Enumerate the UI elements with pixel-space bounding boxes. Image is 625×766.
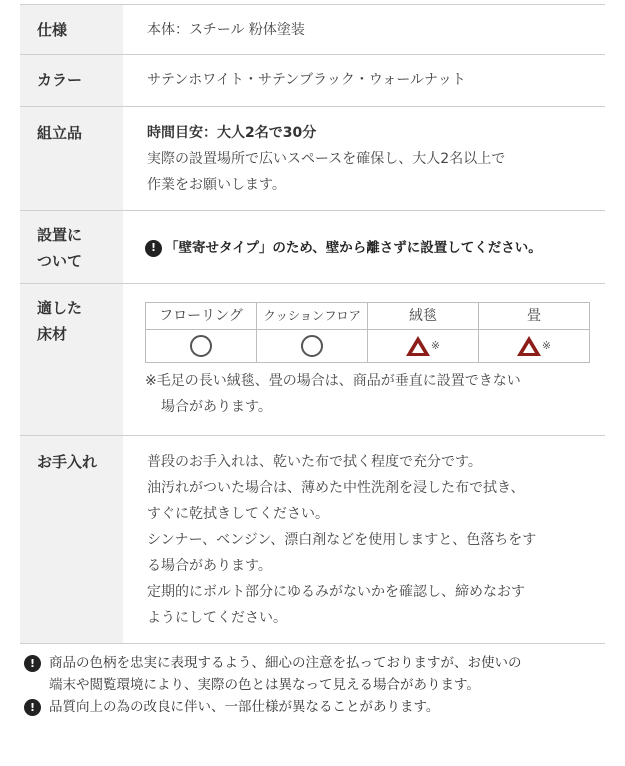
note-line: 品質向上の為の改良に伴い、一部仕様が異なることがあります。 bbox=[49, 699, 440, 715]
row-label-line: 床材 bbox=[37, 325, 68, 343]
note-line: 商品の色柄を忠実に表現するよう、細心の注意を払っておりますが、お使いの bbox=[49, 655, 522, 671]
row-value bbox=[123, 211, 605, 283]
row-label: 組立品 bbox=[20, 107, 123, 210]
row-value bbox=[123, 284, 605, 435]
bottom-notes bbox=[24, 652, 609, 718]
floor-mark-cell bbox=[368, 330, 479, 363]
spec-row-installation bbox=[20, 211, 605, 284]
floor-note bbox=[145, 368, 605, 420]
floor-mark-cell bbox=[146, 330, 257, 363]
row-label: お手入れ bbox=[20, 436, 123, 643]
spec-row-care bbox=[20, 436, 605, 644]
exclamation-icon: ! bbox=[24, 699, 41, 716]
floor-header-tatami: 畳 bbox=[479, 303, 590, 330]
spec-row-assembly bbox=[20, 107, 605, 211]
care-line: ようにしてください。 bbox=[147, 610, 287, 626]
row-label-line: 設置に bbox=[37, 226, 83, 244]
circle-mark-icon bbox=[190, 335, 212, 357]
note-text bbox=[49, 652, 522, 696]
note-spec-change bbox=[24, 696, 609, 718]
care-line: 油汚れがついた場合は、薄めた中性洗剤を浸した布で拭き、 bbox=[147, 480, 525, 496]
row-label-line: ついて bbox=[37, 252, 83, 270]
spec-row-specification bbox=[20, 5, 605, 55]
note-line: 端末や閲覧環境により、実際の色とは異なって見える場合があります。 bbox=[49, 677, 480, 693]
asterisk-mark: ※ bbox=[430, 339, 441, 352]
triangle-mark-icon bbox=[406, 336, 430, 356]
row-value: 本体：スチール 粉体塗装 bbox=[147, 22, 305, 38]
floor-table-header bbox=[146, 303, 590, 330]
care-line: すぐに乾拭きしてください。 bbox=[147, 506, 329, 522]
installation-warning bbox=[145, 235, 605, 261]
spec-row-color bbox=[20, 55, 605, 107]
note-color-accuracy bbox=[24, 652, 609, 696]
floor-header-cushion-floor: クッションフロア bbox=[257, 303, 368, 330]
row-value bbox=[123, 436, 605, 643]
row-label-line: 適した bbox=[37, 299, 83, 317]
spec-table bbox=[20, 4, 605, 644]
row-value bbox=[123, 107, 605, 210]
assembly-time: 時間目安：大人2名で30分 bbox=[147, 125, 317, 141]
row-label: カラー bbox=[20, 55, 123, 106]
installation-warning-text: 「壁寄せタイプ」のため、壁から離さずに設置してください。 bbox=[165, 240, 542, 256]
row-label: 仕様 bbox=[20, 5, 123, 54]
assembly-note-line: 作業をお願いします。 bbox=[147, 177, 286, 193]
floor-table bbox=[145, 302, 590, 363]
row-label bbox=[20, 284, 123, 435]
floor-table-marks bbox=[146, 330, 590, 363]
note-text bbox=[49, 696, 439, 718]
care-line: 普段のお手入れは、乾いた布で拭く程度で充分です。 bbox=[147, 454, 482, 470]
floor-mark-cell bbox=[479, 330, 590, 363]
floor-note-line: ※毛足の長い絨毯、畳の場合は、商品が垂直に設置できない bbox=[145, 373, 521, 389]
row-value: サテンホワイト・サテンブラック・ウォールナット bbox=[147, 72, 466, 88]
care-line: 定期的にボルト部分にゆるみがないかを確認し、締めなおす bbox=[147, 584, 525, 600]
asterisk-mark: ※ bbox=[541, 339, 552, 352]
exclamation-icon: ! bbox=[24, 655, 41, 672]
triangle-mark-icon bbox=[517, 336, 541, 356]
care-line: る場合があります。 bbox=[147, 558, 272, 574]
row-label bbox=[20, 211, 123, 283]
floor-note-line: 場合があります。 bbox=[161, 399, 272, 415]
spec-row-floor bbox=[20, 284, 605, 436]
floor-header-flooring: フローリング bbox=[146, 303, 257, 330]
care-line: シンナー、ベンジン、漂白剤などを使用しますと、色落ちをす bbox=[147, 532, 537, 548]
floor-mark-cell bbox=[257, 330, 368, 363]
circle-mark-icon bbox=[301, 335, 323, 357]
floor-header-carpet: 絨毯 bbox=[368, 303, 479, 330]
exclamation-icon: ! bbox=[145, 240, 162, 257]
assembly-note-line: 実際の設置場所で広いスペースを確保し、大人2名以上で bbox=[147, 151, 506, 167]
